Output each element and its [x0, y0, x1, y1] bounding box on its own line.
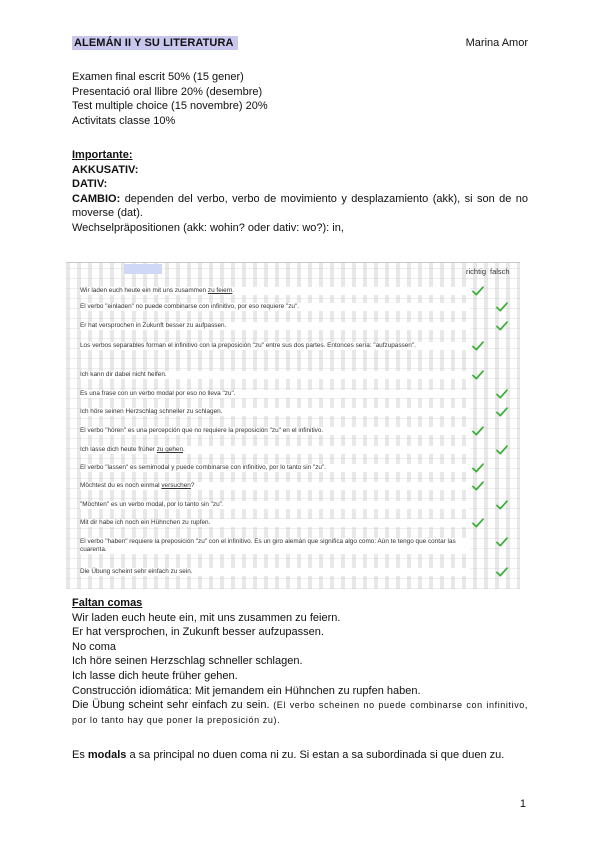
checkmark-icon — [496, 407, 508, 417]
checkmark-icon — [472, 341, 484, 351]
checkmark-icon — [496, 389, 508, 399]
cambio-text: dependen del verbo, verbo de movimiento y desplazamiento (akk), si son de no moverse (dat). — [72, 192, 528, 220]
scheinen-note: (El verbo scheinen no puede combinarse con infinitivo, por lo tanto hay que poner la preposición zu). — [72, 700, 529, 725]
worksheet-row — [80, 519, 470, 527]
worksheet-row — [80, 371, 470, 379]
faltan-line: Er hat versprochen, in Zukunft besser aufzupassen. — [72, 626, 324, 639]
worksheet-row — [80, 342, 470, 350]
worksheet-row — [80, 427, 470, 435]
faltan-line: No coma — [72, 640, 117, 653]
worksheet-row-text: Er hat versprochen in Zukunft besser zu aufpassen. — [80, 322, 227, 329]
faltan-line: Wir laden euch heute ein, mit uns zusammen zu feiern. — [72, 611, 341, 624]
worksheet-row — [80, 303, 470, 311]
cambio-paragraph — [72, 192, 528, 221]
important-section — [72, 148, 528, 236]
worksheet-row-text: Möchtest du es noch einmal — [80, 482, 162, 489]
worksheet-row — [80, 538, 470, 554]
worksheet-row — [80, 322, 470, 330]
grading-item: Presentació oral llibre 20% (desembre) — [72, 85, 263, 98]
page-number: 1 — [519, 798, 526, 810]
worksheet-row-text: El verbo "lassen" es semimodal y puede combinarse con infinitivo, por lo tanto sin "zu". — [80, 464, 327, 471]
author-name: Marina Amor — [465, 37, 528, 49]
checkmark-icon — [472, 463, 484, 473]
worksheet-row-text: Die Übung scheint sehr einfach zu sein. — [80, 568, 193, 575]
faltan-line: Construcción idiomática: Mit jemandem ein Hühnchen zu rupfen haben. — [72, 684, 421, 697]
scheinen-paragraph — [72, 698, 528, 727]
checkmark-icon — [472, 481, 484, 491]
worksheet-row-punct: . — [232, 287, 235, 294]
checkmark-icon — [496, 321, 508, 331]
cambio-label: CAMBIO: — [72, 192, 121, 205]
worksheet-row — [80, 408, 470, 416]
scheinen-sentence: Die Übung scheint sehr einfach zu sein. — [72, 699, 274, 712]
grading-item: Test multiple choice (15 novembre) 20% — [72, 100, 268, 113]
worksheet-row-text: El verbo "haben" requiere la preposición "zu" con el infinitivo. Es un giro alemán que significa algo como: Aún te tengo que contar las cuarenta. — [80, 538, 456, 553]
worksheet-row-punct: . — [183, 446, 185, 453]
richtig-header: richtig — [466, 267, 487, 276]
modals-post: a sa principal no duen coma ni zu. Si estan a sa subordinada si que duen zu. — [126, 749, 505, 761]
checkmark-icon — [496, 567, 508, 577]
worksheet-row-underlined: zu feiern — [207, 287, 233, 294]
worksheet-row-text: Wir laden euch heute ein mit uns zusammen — [80, 287, 208, 294]
checkmark-icon — [496, 537, 508, 547]
modals-paragraph — [72, 748, 528, 763]
worksheet-row-text: Mit dir habe ich noch ein Hühnchen zu rupfen. — [80, 519, 211, 526]
checkmark-icon — [496, 445, 508, 455]
worksheet-row-text: Los verbos separables forman el infinitivo con la preposición "zu" entre sus dos partes. Entonces sería: "aufzupassen". — [80, 342, 416, 349]
checkmark-icon — [472, 286, 484, 296]
wechsel-line: Wechselpräpositionen (akk: wohin? oder dativ: wo?): in, — [72, 221, 344, 234]
checkmark-icon — [472, 426, 484, 436]
faltan-line: Ich lasse dich heute früher gehen. — [72, 669, 238, 682]
checkmark-icon — [472, 370, 484, 380]
worksheet-row — [80, 390, 470, 398]
worksheet-image — [66, 262, 520, 589]
important-heading: Importante: — [72, 149, 133, 161]
modals-bold: modals — [87, 749, 127, 761]
worksheet-row-text: Ich kann dir dabei nicht helfen. — [80, 371, 167, 378]
faltan-line: Ich höre seinen Herzschlag schneller schlagen. — [72, 655, 303, 668]
grading-item: Examen final escrit 50% (15 gener) — [72, 71, 244, 83]
dativ-label: DATIV: — [72, 178, 108, 191]
worksheet-highlight — [124, 264, 162, 274]
worksheet-row — [80, 287, 470, 295]
worksheet-row — [80, 568, 470, 576]
worksheet-row — [80, 482, 470, 490]
faltan-section — [72, 596, 528, 727]
falsch-header: falsch — [490, 267, 510, 276]
worksheet-row-underlined: versuchen — [161, 482, 191, 489]
worksheet-row-punct: ? — [190, 482, 195, 489]
worksheet-row-text: "Möchten" es un verbo modal, por lo tanto sin "zu". — [80, 501, 224, 508]
checkmark-icon — [472, 518, 484, 528]
worksheet-row-text: El verbo "einladen" no puede combinarse con infinitivo, por eso requiere "zu". — [80, 303, 300, 310]
worksheet-row-underlined: zu gehen — [156, 446, 184, 453]
grading-item: Activitats classe 10% — [72, 114, 176, 127]
checkmark-icon — [496, 500, 508, 510]
worksheet-row-text: Es una frase con un verbo modal por eso no lleva "zu". — [80, 390, 236, 397]
worksheet-row-text: Ich lasse dich heute früher — [80, 446, 157, 453]
worksheet-row-text: El verbo "hören" es una percepción que no requiere la preposición "zu" en el infinitivo. — [80, 427, 324, 434]
faltan-heading: Faltan comas — [72, 597, 143, 609]
worksheet-row — [80, 501, 470, 509]
akkusativ-label: AKKUSATIV: — [72, 163, 139, 176]
worksheet-row — [80, 446, 470, 454]
worksheet-row — [80, 464, 470, 472]
document-title: ALEMÁN II Y SU LITERATURA — [72, 36, 238, 50]
modals-pre: Es — [72, 749, 88, 761]
worksheet-row-text: Ich höre seinen Herzschlag schneller zu schlagen. — [80, 408, 223, 415]
checkmark-icon — [496, 302, 508, 312]
grading-list — [72, 70, 528, 128]
